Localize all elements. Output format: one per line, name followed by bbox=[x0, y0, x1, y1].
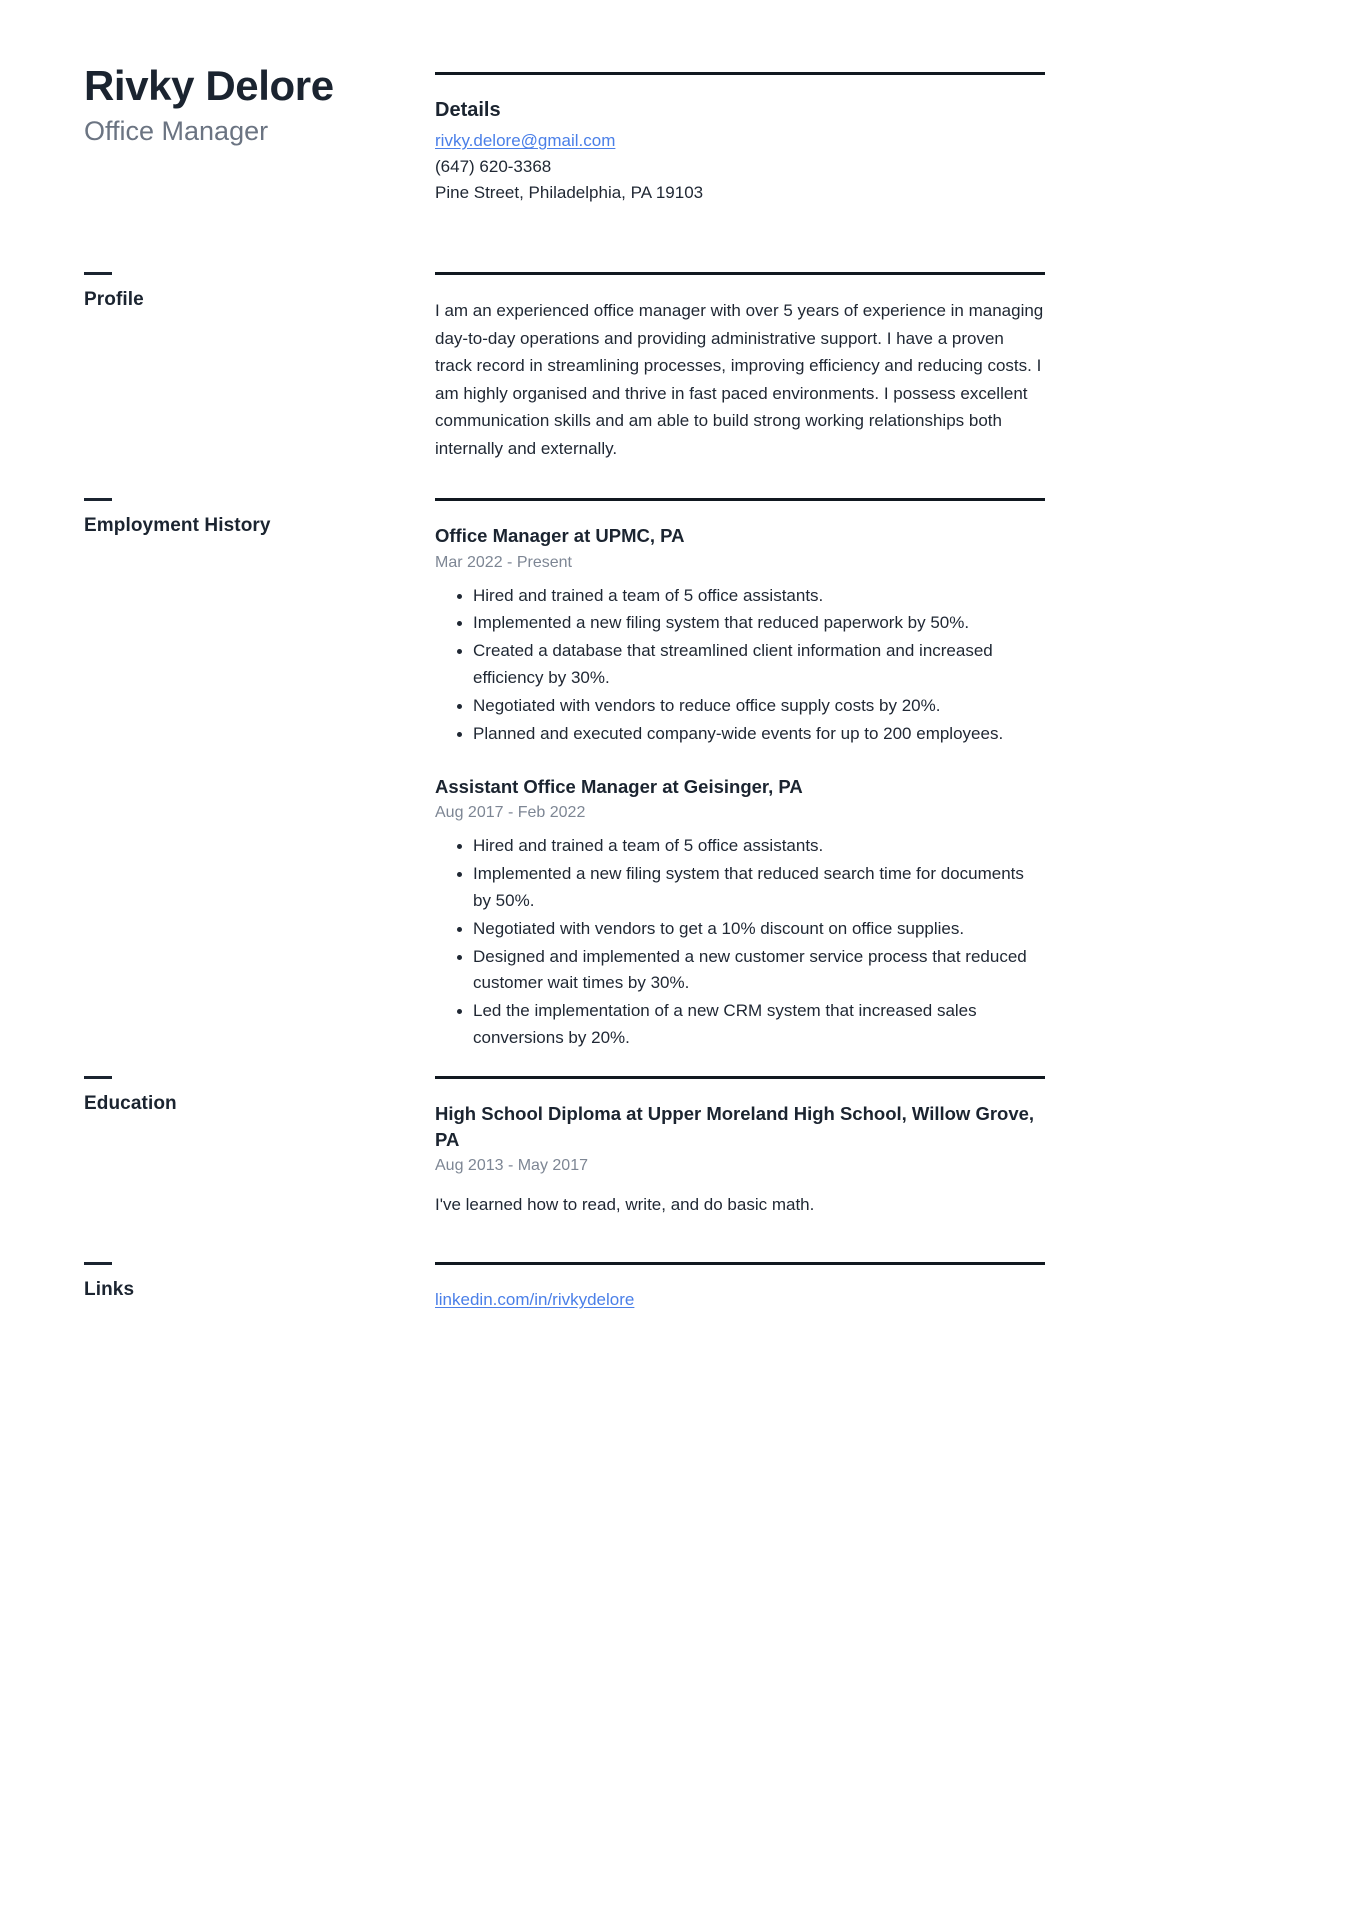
employment-entry-title: Office Manager at UPMC, PA bbox=[435, 525, 685, 546]
email-link[interactable]: rivky.delore@gmail.com bbox=[435, 131, 616, 150]
profile-text: I am an experienced office manager with over 5 years of experience in managing day-to-day operations and providing administrative support. I have a proven track record in streamlining processes, improving efficiency and reducing costs. I am highly organised and thrive in fast paced environments. I possess excellent communication skills and am able to build strong working relationships both internally and externally. bbox=[435, 301, 1044, 458]
employment-entry-date: Mar 2022 - Present bbox=[435, 553, 572, 571]
section-rule bbox=[435, 72, 1045, 75]
bullet-item: Hired and trained a team of 5 office assistants. bbox=[435, 833, 1045, 860]
phone-text: (647) 620-3368 bbox=[435, 156, 552, 176]
bullet-item: Hired and trained a team of 5 office assistants. bbox=[435, 583, 1045, 610]
details-heading: Details bbox=[435, 99, 501, 121]
education-label: Education bbox=[84, 1093, 177, 1114]
section-rule bbox=[435, 272, 1045, 275]
header-block bbox=[84, 62, 424, 149]
section-rule bbox=[435, 1262, 1045, 1265]
employment-entry-bullets bbox=[435, 833, 1045, 1052]
bullet-item: Led the implementation of a new CRM system that increased sales conversions by 20%. bbox=[435, 998, 1045, 1052]
section-dash-icon bbox=[84, 1076, 112, 1079]
section-rule bbox=[435, 1076, 1045, 1079]
education-entry-title: High School Diploma at Upper Moreland High School, Willow Grove, PA bbox=[435, 1103, 1035, 1150]
bullet-item: Designed and implemented a new customer service process that reduced customer wait times by 30%. bbox=[435, 944, 1045, 998]
profile-content bbox=[435, 272, 1045, 462]
profile-label: Profile bbox=[84, 289, 144, 310]
education-entry-date: Aug 2013 - May 2017 bbox=[435, 1157, 588, 1175]
education-content bbox=[435, 1076, 1045, 1219]
education-label-group bbox=[84, 1076, 414, 1116]
linkedin-link[interactable]: linkedin.com/in/rivkydelore bbox=[435, 1290, 635, 1309]
address-text: Pine Street, Philadelphia, PA 19103 bbox=[435, 182, 704, 202]
employment-entry bbox=[435, 774, 1045, 1052]
employment-content bbox=[435, 498, 1045, 1053]
section-dash-icon bbox=[84, 498, 112, 501]
details-content bbox=[435, 72, 1045, 205]
employment-entry-date: Aug 2017 - Feb 2022 bbox=[435, 804, 586, 822]
candidate-name: Rivky Delore bbox=[84, 62, 334, 109]
bullet-item: Implemented a new filing system that reduced paperwork by 50%. bbox=[435, 610, 1045, 637]
education-entry-description: I've learned how to read, write, and do basic math. bbox=[435, 1195, 815, 1215]
bullet-item: Planned and executed company-wide events for up to 200 employees. bbox=[435, 721, 1045, 748]
employment-label: Employment History bbox=[84, 515, 271, 536]
candidate-job-title: Office Manager bbox=[84, 116, 269, 147]
links-content bbox=[435, 1262, 1045, 1313]
section-dash-icon bbox=[84, 272, 112, 275]
bullet-item: Created a database that streamlined client information and increased efficiency by 30%. bbox=[435, 638, 1045, 692]
links-label: Links bbox=[84, 1279, 135, 1300]
bullet-item: Implemented a new filing system that reduced search time for documents by 50%. bbox=[435, 861, 1045, 915]
bullet-item: Negotiated with vendors to get a 10% discount on office supplies. bbox=[435, 916, 1045, 943]
employment-entry bbox=[435, 523, 1045, 748]
section-rule bbox=[435, 498, 1045, 501]
employment-label-group bbox=[84, 498, 414, 538]
bullet-item: Negotiated with vendors to reduce office supply costs by 20%. bbox=[435, 693, 1045, 720]
profile-label-group bbox=[84, 272, 414, 312]
employment-entry-title: Assistant Office Manager at Geisinger, PA bbox=[435, 775, 803, 797]
section-dash-icon bbox=[84, 1262, 112, 1265]
employment-entry-bullets bbox=[435, 583, 1045, 748]
education-entry bbox=[435, 1101, 1045, 1219]
links-label-group bbox=[84, 1262, 414, 1302]
